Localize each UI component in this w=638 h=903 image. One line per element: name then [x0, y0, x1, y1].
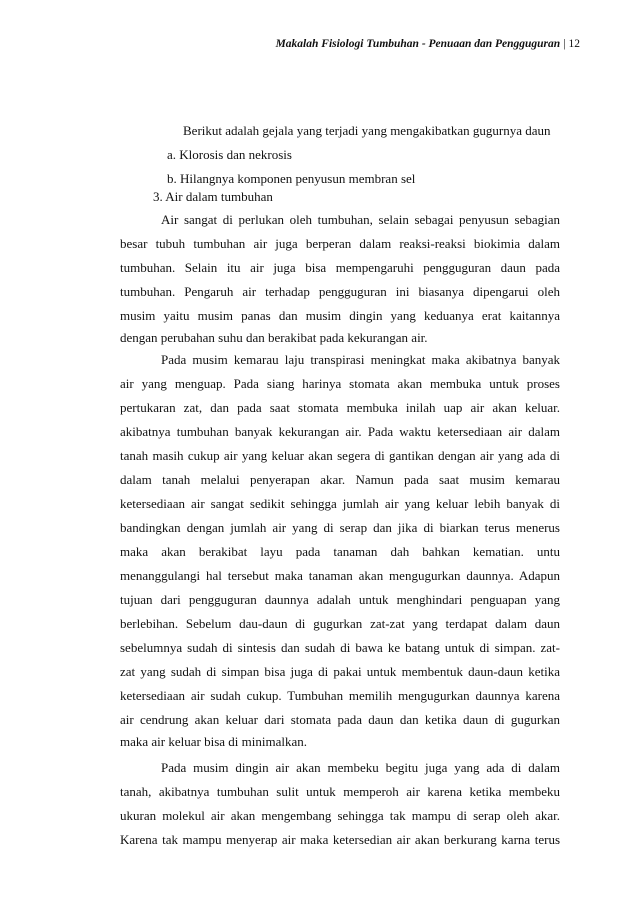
text-line: ketersediaan air sudah cukup. Tumbuhan memilih mengugurkan daunnya karena	[120, 688, 560, 703]
text-line: dengan perubahan suhu dan berakibat pada kekurangan air.	[120, 330, 428, 345]
text-line: air yang menguap. Pada siang harinya stomata akan membuka untuk proses	[120, 376, 560, 391]
page-header	[276, 38, 580, 50]
text-line: ketersediaan air sangat sedikit sehingga jumlah air yang keluar lebih banyak di	[120, 496, 560, 511]
text-line: maka air keluar bisa di minimalkan.	[120, 734, 307, 749]
text-line: tanah, akibatnya tumbuhan sulit untuk memperoh air karena ketika membeku	[120, 784, 560, 799]
text-line: Pada musim dingin air akan membeku begitu juga yang ada di dalam	[161, 760, 560, 775]
text-line: sebelumnya sudah di sintesis dan sudah di bawa ke batang untuk di simpan. zat-	[120, 640, 560, 655]
symptom-item-b: b. Hilangnya komponen penyusun membran sel	[167, 171, 416, 186]
text-line: Pada musim kemarau laju transpirasi meningkat maka akibatnya banyak	[161, 352, 560, 367]
text-line: ukuran molekul air akan mengembang sehingga tak mampu di serap oleh akar.	[120, 808, 560, 823]
text-line: Karena tak mampu menyerap air maka ketersedian air akan berkurang karna terus	[120, 832, 560, 847]
text-line: akibatnya tumbuhan banyak kekurangan air. Pada waktu ketersediaan air dalam	[120, 424, 560, 439]
text-line: besar tubuh tumbuhan air juga berperan dalam reaksi-reaksi biokimia dalam	[120, 236, 560, 251]
text-line: musim yaitu musim panas dan musim dingin yang keduanya erat kaitannya	[120, 308, 560, 323]
text-line: zat yang sudah di simpan bisa juga di pakai untuk membentuk daun-daun ketika	[120, 664, 560, 679]
text-line: maka akan berakibat layu pada tanaman dah bahkan kematian. untu	[120, 544, 560, 559]
intro-line: Berikut adalah gejala yang terjadi yang mengakibatkan gugurnya daun	[183, 123, 551, 138]
document-title: Makalah Fisiologi Tumbuhan - Penuaan dan Pengguguran	[275, 38, 561, 50]
text-line: berlebihan. Sebelum dau-daun di gugurkan zat-zat yang terdapat dalam daun	[120, 616, 560, 631]
text-line: bandingkan dengan jumlah air yang di serap dan jika di biarkan terus menerus	[120, 520, 560, 535]
text-line: Air sangat di perlukan oleh tumbuhan, selain sebagai penyusun sebagian	[161, 212, 560, 227]
text-line: tujuan dari pengguguran daunnya adalah untuk menghindari penguapan yang	[120, 592, 560, 607]
text-line: tumbuhan. Selain itu air juga bisa mempengaruhi pengguguran daun pada	[120, 260, 560, 275]
text-line: pertukaran zat, dan pada saat stomata membuka inilah uap air akan keluar.	[120, 400, 560, 415]
text-line: air cendrung akan keluar dari stomata pada daun dan ketika daun di gugurkan	[120, 712, 560, 727]
text-line: tumbuhan. Pengaruh air terhadap pengguguran ini biasanya dipengarui oleh	[120, 284, 560, 299]
text-line: menanggulangi hal tersebut maka tanaman akan mengugurkan daunnya. Adapun	[120, 568, 560, 583]
text-line: tanah masih cukup air yang keluar akan segera di gantikan dengan air yang ada di	[120, 448, 560, 463]
symptom-item-a: a. Klorosis dan nekrosis	[167, 147, 292, 162]
section-heading: 3. Air dalam tumbuhan	[153, 189, 273, 204]
page-number: 12	[568, 38, 580, 50]
text-line: dalam tanah melalui penyerapan akar. Namun pada saat musim kemarau	[120, 472, 560, 487]
header-separator: |	[563, 38, 566, 50]
